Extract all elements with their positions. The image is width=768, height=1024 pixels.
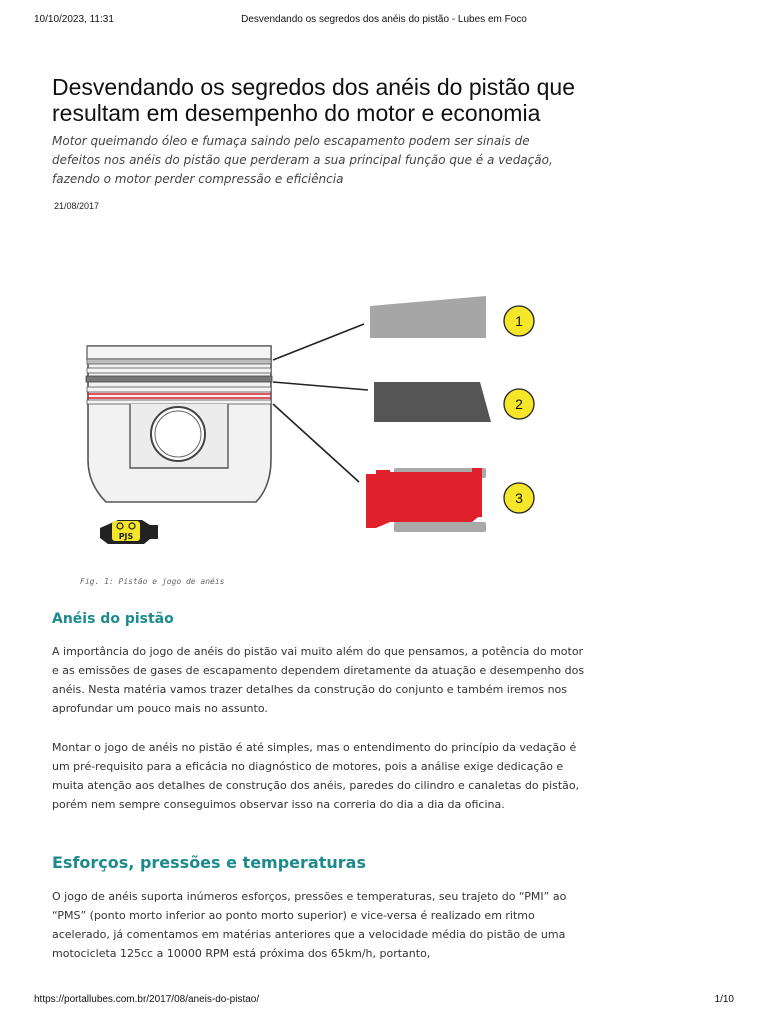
pjs-logo-text: PJS xyxy=(118,532,134,541)
ring-1-number: 1 xyxy=(515,313,523,329)
ring-2-cross-section xyxy=(374,382,491,422)
page-number: 1/10 xyxy=(714,994,734,1005)
article-lead: Motor queimando óleo e fumaça saindo pelo escapamento podem ser sinais de defeitos nos anéis do pistão que perderam a sua principal função que é a vedação, fazendo o motor perder compressão e eficiência xyxy=(52,134,553,186)
ring-3-badge xyxy=(504,483,534,513)
article-header xyxy=(52,74,582,211)
paragraph-importancia: A importância do jogo de anéis do pistão vai muito além do que pensamos, a potência do motor e as emissões de gases de escapamento dependem diretamente da atuação e desempenho dos anéis. Nesta matéria vamos trazer detalhes da construção do conjunto e também iremos nos aprofundar um pouco mais no assunto. xyxy=(52,645,585,715)
ring-1-cross-section xyxy=(370,296,486,338)
ring-3-cross-section xyxy=(366,468,486,532)
ring-2-number: 2 xyxy=(515,396,523,412)
paragraph-jogo-de-aneis: O jogo de anéis suporta inúmeros esforços, pressões e temperaturas, seu trajeto do “PMI” ao “PMS” (ponto morto inferior ao ponto morto superior) e vice-versa é realizado em ritmo acelerado, já comentamos em matérias anteriores que a velocidade média do pistão de uma motocicleta 125cc a 10000 RPM está próxima dos 65km/h, portanto, xyxy=(52,890,567,960)
pjs-logo xyxy=(100,520,158,544)
article-headline: Desvendando os segredos dos anéis do pistão que resultam em desempenho do motor e economia xyxy=(52,74,575,126)
ring-3-number: 3 xyxy=(515,490,523,506)
ring-1-badge xyxy=(504,306,534,336)
print-url: https://portallubes.com.br/2017/08/aneis-do-pistao/ xyxy=(34,994,260,1005)
print-timestamp: 10/10/2023, 11:31 xyxy=(34,14,114,25)
ring-2-badge xyxy=(504,389,534,419)
publication-date: 21/08/2017 xyxy=(54,201,100,211)
print-footer xyxy=(34,994,734,1010)
piston-rings-figure xyxy=(78,282,548,557)
piston-illustration xyxy=(86,346,272,502)
print-header xyxy=(34,14,734,30)
paragraph-montar: Montar o jogo de anéis no pistão é até simples, mas o entendimento do princípio da vedação é um pré-requisito para a eficácia no diagnóstico de motores, pois a análise exige dedicação e muita atenção aos detalhes de construção dos anéis, paredes do cilindro e canaletas do pistão, porém nem sempre conseguimos observar isso na correria do dia a dia da oficina. xyxy=(52,741,580,811)
section-heading-esforcos: Esforços, pressões e temperaturas xyxy=(52,853,366,872)
section-heading-aneis: Anéis do pistão xyxy=(52,611,174,627)
figure-caption: Fig. 1: Pistão e jogo de anéis xyxy=(80,577,225,586)
print-document-title: Desvendando os segredos dos anéis do pistão - Lubes em Foco xyxy=(241,14,527,25)
